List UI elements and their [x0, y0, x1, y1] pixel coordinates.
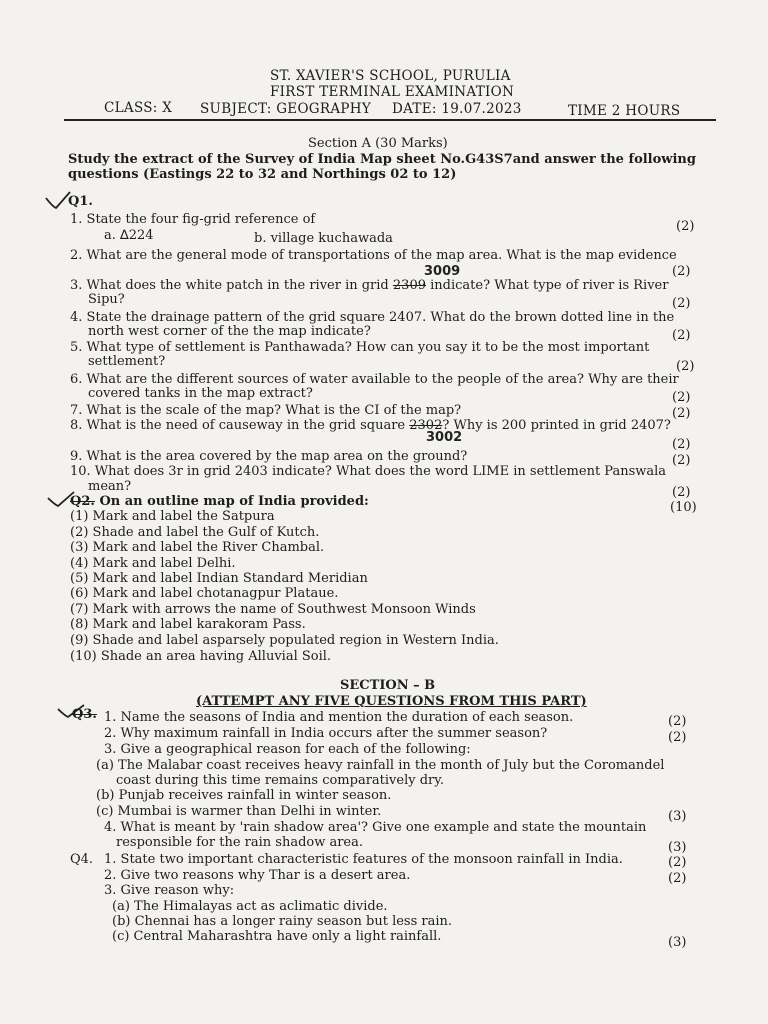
q4-label: Q4. — [70, 852, 94, 867]
section-a-intro-1: Study the extract of the Survey of India Map sheet No.G43S7and answer the following — [68, 152, 696, 167]
q1-item-9: 9. What is the area covered by the map area on the ground? — [70, 449, 468, 464]
q1-item-4-cont: north west corner of the the map indicate? — [88, 324, 371, 339]
q4-item-3-marks: (3) — [668, 935, 687, 950]
q2-item: (7) Mark with arrows the name of Southwest Monsoon Winds — [70, 602, 476, 617]
q4-item-2-marks: (2) — [668, 871, 687, 886]
q1-item-7: 7. What is the scale of the map? What is the CI of the map? — [70, 403, 462, 418]
section-b-subtitle: (ATTEMPT ANY FIVE QUESTIONS FROM THIS PART) — [196, 694, 587, 709]
q3-item-4: 4. What is meant by 'rain shadow area'? Give one example and state the mountain — [104, 820, 647, 835]
q1-item-6-cont: covered tanks in the map extract? — [88, 386, 313, 401]
q3-item-4-marks: (3) — [668, 840, 687, 855]
q3-item-3: 3. Give a geographical reason for each of the following: — [104, 742, 471, 757]
q1-item-3-text-a: 3. What does the white patch in the river in grid — [70, 278, 389, 293]
school-name: ST. XAVIER'S SCHOOL, PURULIA — [270, 68, 511, 84]
q1-item-8-text-b: ? Why is 200 printed in grid 2407? — [442, 418, 671, 433]
q4-item-3: 3. Give reason why: — [104, 883, 235, 898]
q1-item-5-marks: (2) — [676, 359, 695, 374]
q4-item-3b: (b) Chennai has a longer rainy season but less rain. — [112, 914, 453, 929]
q1-item-8 — [70, 418, 671, 433]
q1-item-10-cont: mean? — [88, 479, 132, 494]
q3-item-3a: (a) The Malabar coast receives heavy rainfall in the month of July but the Coromandel — [96, 758, 665, 773]
q1-item-8-handwritten: 3002 — [426, 430, 463, 445]
q2-marks: (10) — [670, 500, 697, 515]
class-label: CLASS: X — [104, 100, 173, 116]
q3-item-2-marks: (2) — [668, 730, 687, 745]
q1-item-4: 4. State the drainage pattern of the grid square 2407. What do the brown dotted line in the — [70, 310, 675, 325]
q4-item-2: 2. Give two reasons why Thar is a desert area. — [104, 868, 411, 883]
q1-item-2-marks: (2) — [672, 264, 691, 279]
q2-item: (9) Shade and label asparsely populated region in Western India. — [70, 633, 499, 648]
q1-item-10: 10. What does 3r in grid 2403 indicate? What does the word LIME in settlement Panswala — [70, 464, 667, 479]
q2-item: (10) Shade an area having Alluvial Soil. — [70, 649, 332, 664]
q2-item: (4) Mark and label Delhi. — [70, 556, 236, 571]
q1-item-8-struck: 2302 — [409, 418, 443, 433]
section-b-title: SECTION – B — [340, 678, 436, 693]
q2-label: Q2. — [70, 494, 95, 509]
date-label: DATE: 19.07.2023 — [392, 101, 522, 117]
q1-item-10-marks: (2) — [672, 485, 691, 500]
q1-item-3-text-b: indicate? What type of river is River — [430, 278, 669, 293]
section-a-title: Section A (30 Marks) — [308, 136, 448, 151]
q3-item-3b: (b) Punjab receives rainfall in winter season. — [96, 788, 392, 803]
q3-item-1: 1. Name the seasons of India and mention the duration of each season. — [104, 710, 574, 725]
q4-item-1: 1. State two important characteristic features of the monsoon rainfall in India. — [104, 852, 623, 867]
q1-item-5-cont: settlement? — [88, 354, 166, 369]
q1-item-3-marks: (2) — [672, 296, 691, 311]
q2-item: (2) Shade and label the Gulf of Kutch. — [70, 525, 320, 540]
q4-item-1-marks: (2) — [668, 855, 687, 870]
q1-item-1-marks: (2) — [676, 219, 695, 234]
q1-item-3-cont: Sipu? — [88, 292, 125, 307]
q4-item-3c: (c) Central Maharashtra have only a light rainfall. — [112, 929, 442, 944]
q1-item-8-marks: (2) — [672, 437, 691, 452]
q1-item-9-marks: (2) — [672, 453, 691, 468]
q1-item-3-struck: 2309 — [392, 278, 426, 293]
q4-item-3a: (a) The Himalayas act as aclimatic divide. — [112, 899, 388, 914]
q3-label: Q3. — [72, 707, 97, 722]
q1-item-1a-value: 224 — [128, 228, 154, 243]
triangulated-height-icon: ∆ — [120, 228, 129, 243]
q1-item-7-marks: (2) — [672, 406, 691, 421]
q1-item-3 — [70, 278, 668, 293]
q3-item-3c: (c) Mumbai is warmer than Delhi in winter. — [96, 804, 382, 819]
q1-item-3-handwritten: 3009 — [424, 264, 461, 279]
section-a-intro-2: questions (Eastings 22 to 32 and Northings 02 to 12) — [68, 167, 457, 182]
q3-item-4-cont: responsible for the rain shadow area. — [116, 835, 364, 850]
q1-item-4-marks: (2) — [672, 328, 691, 343]
q2-item: (6) Mark and label chotanagpur Plataue. — [70, 586, 339, 601]
header-divider — [64, 119, 716, 121]
q1-item-8-text-a: 8. What is the need of causeway in the grid square — [70, 418, 406, 433]
subject-label: SUBJECT: GEOGRAPHY — [200, 101, 372, 117]
q2-item: (8) Mark and label karakoram Pass. — [70, 617, 306, 632]
q3-item-3-marks: (3) — [668, 809, 687, 824]
q1-item-2: 2. What are the general mode of transportations of the map area. What is the map evidence — [70, 248, 677, 263]
q3-item-1-marks: (2) — [668, 714, 687, 729]
q1-item-6-marks: (2) — [672, 390, 691, 405]
q1-item-6: 6. What are the different sources of water available to the people of the area? Why are their — [70, 372, 679, 387]
q2-item: (3) Mark and label the River Chambal. — [70, 540, 325, 555]
q3-item-3a-cont: coast during this time remains comparatively dry. — [116, 773, 445, 788]
exam-name: FIRST TERMINAL EXAMINATION — [270, 84, 515, 100]
q1-item-5: 5. What type of settlement is Panthawada? How can you say it to be the most important — [70, 340, 650, 355]
q1-item-1a-prefix: a. — [104, 228, 116, 243]
time-label: TIME 2 HOURS — [568, 103, 681, 119]
q2-item: (5) Mark and label Indian Standard Meridian — [70, 571, 368, 586]
q1-item-1b: b. village kuchawada — [254, 231, 393, 246]
q2-item: (1) Mark and label the Satpura — [70, 509, 275, 524]
q1-item-1: 1. State the four fig-grid reference of — [70, 212, 316, 227]
q2-title: On an outline map of India provided: — [99, 494, 369, 509]
q3-item-2: 2. Why maximum rainfall in India occurs after the summer season? — [104, 726, 548, 741]
q1-item-1a — [104, 228, 154, 243]
q1-label: Q1. — [68, 194, 93, 209]
q2-heading — [70, 494, 369, 509]
